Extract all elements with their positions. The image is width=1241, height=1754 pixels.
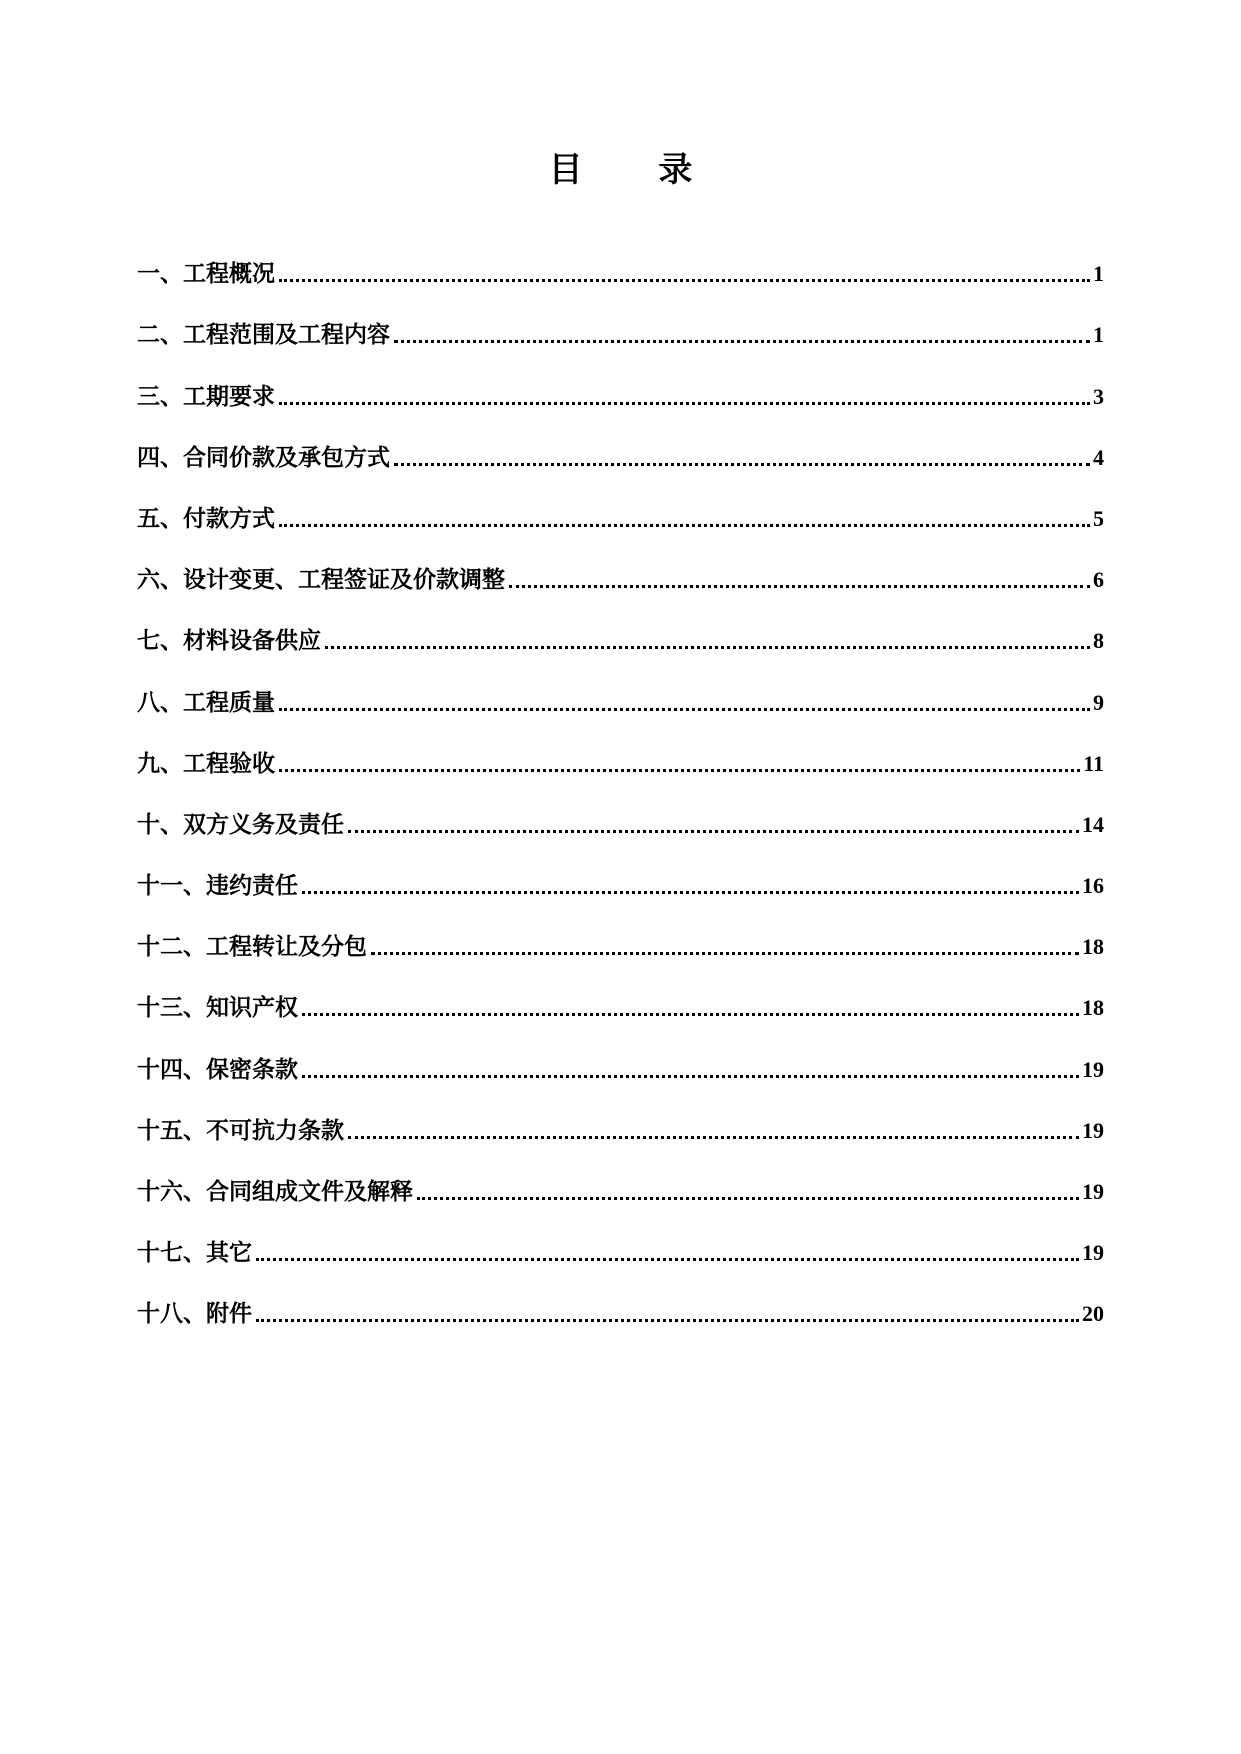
toc-entry-label: 十二、工程转让及分包 [137,933,367,961]
toc-entry[interactable] [137,718,1104,779]
toc-page-number: 19 [1082,1179,1104,1204]
toc-dot-leader [279,524,1090,527]
toc-page-number: 6 [1093,567,1104,593]
toc-entry-label: 八、工程质量 [137,688,275,716]
toc-entry[interactable] [137,289,1104,350]
toc-entry-label: 二、工程范围及工程内容 [137,321,390,349]
toc-page-number: 9 [1093,689,1104,715]
toc-dot-leader [371,952,1079,955]
toc-entry[interactable] [137,779,1104,840]
toc-entry[interactable] [137,228,1104,289]
toc-entry-label: 十四、保密条款 [137,1055,298,1083]
toc-entry-label: 十一、违约责任 [137,872,298,900]
toc-dot-leader [348,1136,1079,1139]
toc-page-number: 8 [1093,628,1104,654]
toc-entry[interactable] [137,473,1104,534]
toc-entry[interactable] [137,595,1104,656]
toc-dot-leader [325,646,1090,649]
toc-page-number: 1 [1093,322,1104,348]
toc-entry-label: 九、工程验收 [137,749,275,777]
toc-entry[interactable] [137,412,1104,473]
toc-entry[interactable] [137,1268,1104,1329]
page-title: 目 录 [548,150,725,190]
toc-page-number: 1 [1093,261,1104,287]
toc-page-number: 19 [1082,1056,1104,1082]
toc-entry-label: 一、工程概况 [137,260,275,288]
toc-dot-leader [279,402,1090,405]
toc-page-number: 19 [1082,1240,1104,1266]
toc-page-number: 3 [1093,383,1104,409]
toc-entry-label: 十五、不可抗力条款 [137,1116,344,1144]
toc-entry[interactable] [137,962,1104,1023]
toc-entry[interactable] [137,350,1104,411]
toc-dot-leader [302,1013,1079,1016]
toc-entry-label: 五、付款方式 [137,504,275,532]
toc-page-number: 20 [1082,1301,1104,1327]
toc-dot-leader [256,1258,1079,1261]
toc-page-number: 14 [1082,811,1104,837]
toc-page-number: 11 [1083,750,1104,776]
toc-entry[interactable] [137,901,1104,962]
toc-dot-leader [279,708,1090,711]
toc-entry-label: 七、材料设备供应 [137,627,321,655]
toc-entry-label: 十八、附件 [137,1300,252,1328]
toc-page-number: 4 [1093,444,1104,470]
toc-dot-leader [279,769,1080,772]
table-of-contents [137,228,1104,1329]
toc-dot-leader [348,830,1079,833]
toc-entry[interactable] [137,656,1104,717]
toc-entry-label: 十七、其它 [137,1239,252,1267]
toc-dot-leader [417,1197,1079,1200]
toc-entry-label: 十、双方义务及责任 [137,810,344,838]
toc-page-number: 18 [1082,995,1104,1021]
toc-page-number: 16 [1082,873,1104,899]
toc-dot-leader [256,1319,1079,1322]
toc-page-number: 19 [1082,1117,1104,1143]
toc-dot-leader [394,463,1090,466]
toc-page-number: 18 [1082,934,1104,960]
toc-entry-label: 十六、合同组成文件及解释 [137,1178,413,1205]
toc-entry[interactable] [137,1207,1104,1268]
toc-entry-label: 四、合同价款及承包方式 [137,443,390,471]
toc-entry[interactable] [137,1023,1104,1084]
toc-dot-leader [279,279,1090,282]
toc-entry[interactable] [137,1146,1104,1207]
toc-dot-leader [302,1075,1079,1078]
toc-entry[interactable] [137,840,1104,901]
toc-entry-label: 三、工期要求 [137,382,275,410]
toc-entry-label: 十三、知识产权 [137,994,298,1022]
toc-entry-label: 六、设计变更、工程签证及价款调整 [137,566,505,594]
toc-page-number: 5 [1093,505,1104,531]
toc-dot-leader [302,891,1079,894]
toc-dot-leader [394,340,1090,343]
toc-dot-leader [509,585,1090,588]
toc-entry[interactable] [137,1085,1104,1146]
toc-entry[interactable] [137,534,1104,595]
